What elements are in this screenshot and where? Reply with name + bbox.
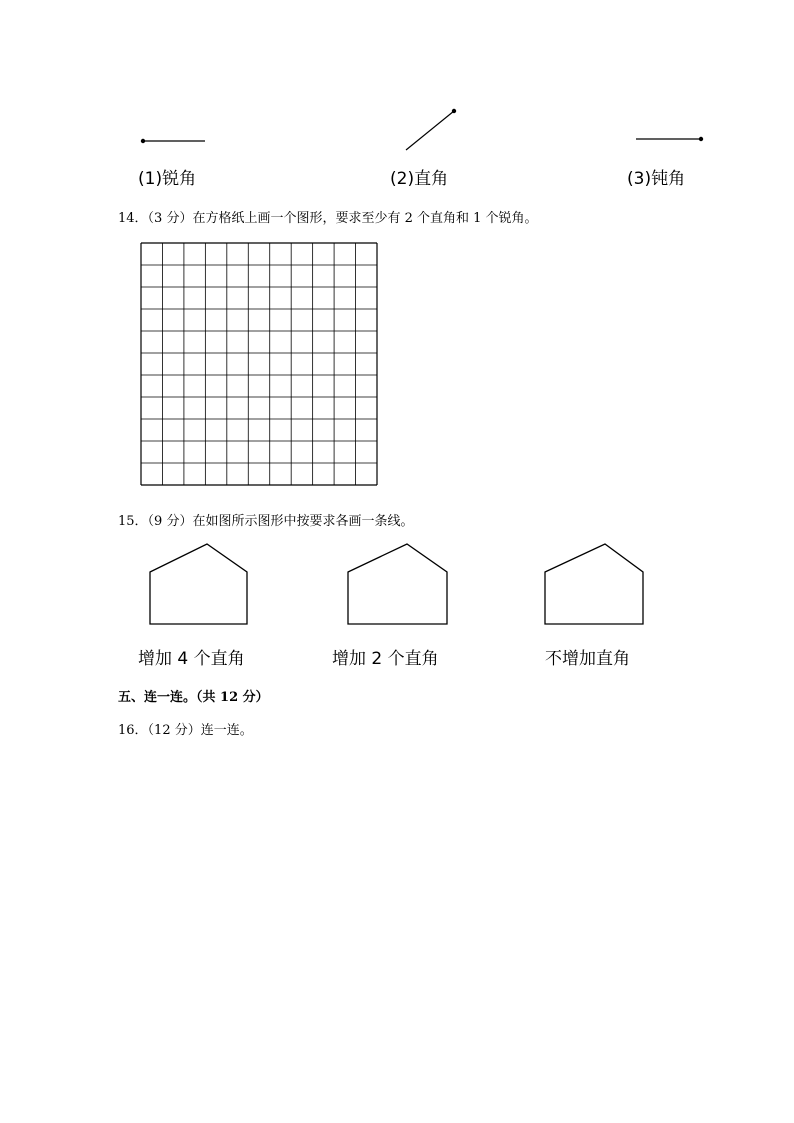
house-label-1: 增加 4 个直角 (138, 649, 245, 669)
house-shape-1 (150, 544, 247, 624)
house-label-2: 增加 2 个直角 (332, 649, 439, 669)
question-16-text: 16．（12 分）连一连。 (118, 723, 253, 738)
section-5-title: 五、连一连。（共 12 分） (118, 690, 269, 705)
vertex-point-2 (452, 109, 456, 113)
question-14-text: 14．（3 分）在方格纸上画一个图形，要求至少有 2 个直角和 1 个锐角。 (118, 211, 538, 226)
question-15-text: 15．（9 分）在如图所示图形中按要求各画一条线。 (118, 514, 414, 529)
vertex-point-3 (699, 137, 703, 141)
square-grid-paper[interactable] (141, 243, 377, 485)
angle-label-right: (2)直角 (390, 169, 449, 189)
house-shapes[interactable] (140, 540, 660, 630)
angle-label-acute: (1)锐角 (138, 169, 197, 189)
house-shape-3 (545, 544, 643, 624)
house-label-3: 不增加直角 (545, 649, 630, 669)
q13-figure (130, 98, 706, 190)
ray-2 (406, 111, 454, 150)
vertex-point-1 (141, 139, 145, 143)
house-shape-2 (348, 544, 447, 624)
angle-label-obtuse: (3)钝角 (627, 169, 686, 189)
